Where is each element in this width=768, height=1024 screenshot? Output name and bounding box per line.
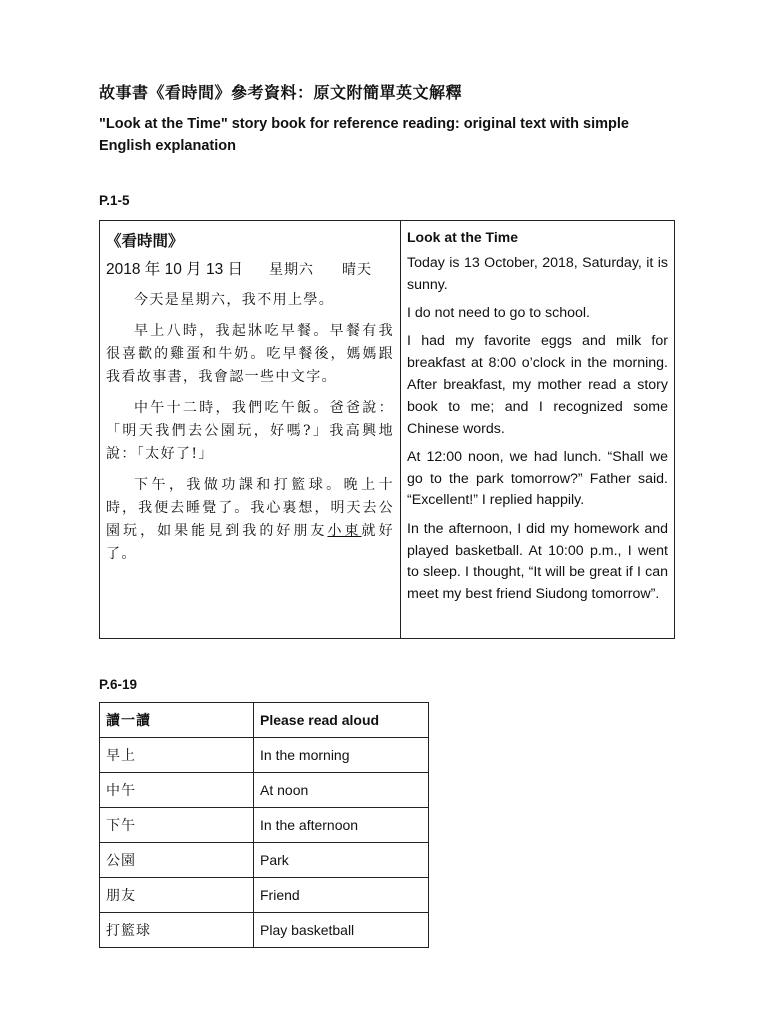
- vocabulary-chinese: 公園: [100, 843, 254, 878]
- vocabulary-english: In the morning: [254, 738, 429, 773]
- story-chinese-text: 下午，我做功課和打籃球。晚上十時，我便去睡覺了。我心裏想，明天去公園玩，如果能見到我的好朋友: [106, 477, 394, 539]
- story-day-of-week: 星期六: [269, 262, 314, 278]
- vocabulary-english: Play basketball: [254, 913, 429, 948]
- story-english-heading: Look at the Time: [407, 229, 518, 245]
- vocabulary-header-chinese: 讀一讀: [100, 703, 254, 738]
- story-chinese-text: 就好了。: [106, 523, 394, 562]
- story-date: 2018 年 10 月 13 日: [106, 261, 243, 278]
- story-table: [99, 220, 675, 639]
- vocabulary-row: [100, 808, 429, 843]
- vocabulary-english: At noon: [254, 773, 429, 808]
- vocabulary-chinese: 中午: [100, 773, 254, 808]
- story-english-paragraph: At 12:00 noon, we had lunch. “Shall we go to the park tomorrow?” Father said. “Excellent!” I replied happily.: [407, 448, 668, 509]
- vocabulary-chinese: 早上: [100, 738, 254, 773]
- story-chinese-paragraph-last: [106, 474, 394, 566]
- vocabulary-row: [100, 738, 429, 773]
- story-chinese-paragraph: 今天是星期六，我不用上學。: [134, 292, 335, 308]
- story-chinese-paragraph: 早上八時，我起牀吃早餐。早餐有我很喜歡的雞蛋和牛奶。吃早餐後，媽媽跟我看故事書，我會認一些中文字。: [106, 323, 394, 385]
- vocabulary-chinese: 朋友: [100, 878, 254, 913]
- story-english-column: [401, 221, 674, 638]
- vocabulary-chinese: 打籃球: [100, 913, 254, 948]
- document-title-chinese: 故事書《看時間》參考資料：原文附簡單英文解釋: [99, 83, 463, 102]
- story-english-paragraph: I do not need to go to school.: [407, 305, 590, 322]
- vocabulary-english: Park: [254, 843, 429, 878]
- story-chinese-column: [100, 221, 401, 638]
- document-title-english: "Look at the Time" story book for reference reading: original text with simple English explanation: [99, 116, 629, 154]
- vocabulary-row: [100, 878, 429, 913]
- story-english-paragraph: I had my favorite eggs and milk for breakfast at 8:00 o’clock in the morning. After breakfast, my mother read a story book to me; and I recognized some Chinese words.: [407, 333, 668, 437]
- vocabulary-row: [100, 913, 429, 948]
- section-label-p6-19: P.6-19: [99, 677, 138, 692]
- vocabulary-header-english: Please read aloud: [254, 703, 429, 738]
- vocabulary-row: [100, 843, 429, 878]
- story-chinese-paragraph: 中午十二時，我們吃午飯。爸爸說：「明天我們去公園玩，好嗎?」我高興地說：「太好了!」: [106, 400, 394, 462]
- story-chinese-heading: 《看時間》: [106, 231, 184, 250]
- vocabulary-table: [99, 702, 429, 948]
- vocabulary-row: [100, 773, 429, 808]
- vocabulary-english: Friend: [254, 878, 429, 913]
- story-english-paragraph: Today is 13 October, 2018, Saturday, it is sunny.: [407, 255, 668, 293]
- vocabulary-english: In the afternoon: [254, 808, 429, 843]
- story-weather: 晴天: [342, 262, 372, 278]
- section-label-p1-5: P.1-5: [99, 193, 130, 208]
- story-date-line: [106, 257, 394, 279]
- friend-name-underlined: 小東: [327, 523, 362, 539]
- vocabulary-header-row: [100, 703, 429, 738]
- story-english-paragraph: In the afternoon, I did my homework and played basketball. At 10:00 p.m., I went to sleep. I thought, “It will be great if I can meet my best friend Siudong tomorrow”.: [407, 520, 668, 603]
- vocabulary-chinese: 下午: [100, 808, 254, 843]
